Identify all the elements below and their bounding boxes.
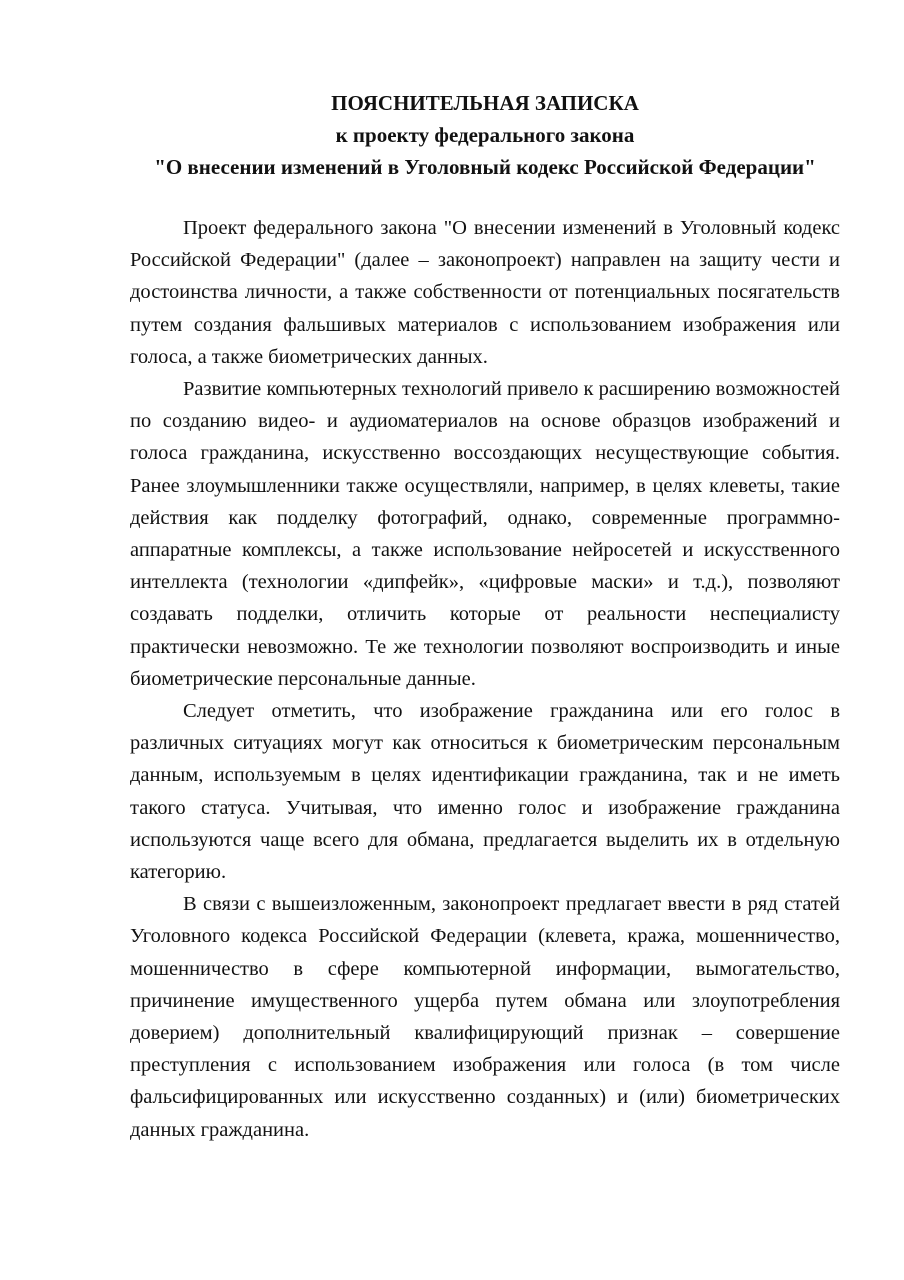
document-body	[130, 212, 840, 1146]
document-title: ПОЯСНИТЕЛЬНАЯ ЗАПИСКА	[331, 91, 639, 115]
paragraph-4: В связи с вышеизложенным, законопроект предлагает ввести в ряд статей Уголовного кодекса Российской Федерации (клевета, кража, мошенничество, мошенничество в сфере компьютерной информации, вымогательство, причинение имущественного ущерба путем обмана или злоупотребления доверием) дополнительный квалифицирующий признак – совершение преступления с использованием изображения или голоса (в том числе фальсифицированных или искусственно созданных) и (или) биометрических данных гражданина.	[130, 893, 840, 1141]
document-header	[120, 87, 850, 183]
document-subtitle: к проекту федерального закона	[335, 123, 635, 147]
paragraph-3: Следует отметить, что изображение гражданина или его голос в различных ситуациях могут как относиться к биометрическим персональным данным, используемым в целях идентификации гражданина, так и не иметь такого статуса. Учитывая, что именно голос и изображение гражданина используются чаще всего для обмана, предлагается выделить их в отдельную категорию.	[130, 700, 840, 884]
law-name: "О внесении изменений в Уголовный кодекс Российской Федерации"	[154, 155, 816, 179]
paragraph-2: Развитие компьютерных технологий привело к расширению возможностей по созданию видео- и аудиоматериалов на основе образцов изображений и голоса гражданина, искусственно воссоздающих несуществующие события. Ранее злоумышленники также осуществляли, например, в целях клеветы, такие действия как подделку фотографий, однако, современные программно-аппаратные комплексы, а также использование нейросетей и искусственного интеллекта (технологии «дипфейк», «цифровые маски» и т.д.), позволяют создавать подделки, отличить которые от реальности неспециалисту практически невозможно. Те же технологии позволяют воспроизводить и иные биометрические персональные данные.	[130, 378, 840, 690]
paragraph-1: Проект федерального закона "О внесении изменений в Уголовный кодекс Российской Федерации" (далее – законопроект) направлен на защиту чести и достоинства личности, а также собственности от потенциальных посягательств путем создания фальшивых материалов с использованием изображения или голоса, а также биометрических данных.	[130, 217, 840, 368]
